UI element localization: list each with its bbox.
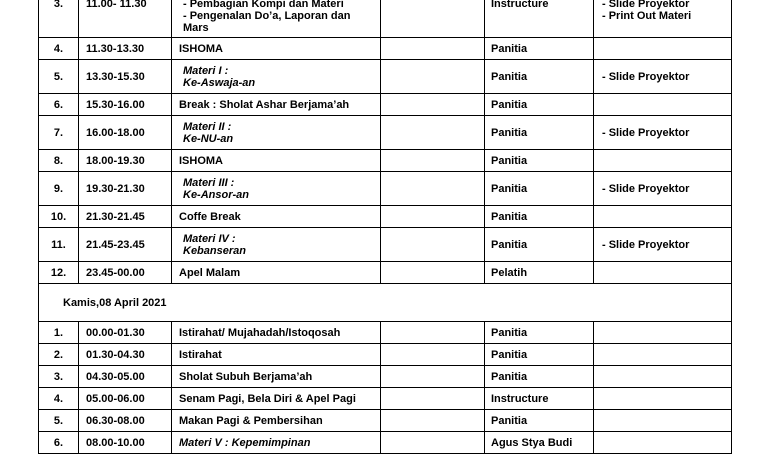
cell-line: - Slide Proyektor [602, 70, 690, 83]
pic-cell: Instructure [485, 0, 594, 38]
pic-cell: Panitia [485, 206, 594, 228]
tools-cell [594, 206, 732, 228]
table-row [39, 38, 732, 60]
time-cell: 06.30-08.00 [79, 410, 172, 432]
activity-cell [172, 0, 381, 38]
time-cell: 23.45-00.00 [79, 262, 172, 284]
tools-cell [594, 94, 732, 116]
cell-line: Materi I : [183, 64, 229, 77]
pic-cell: Panitia [485, 410, 594, 432]
tools-cell [594, 60, 732, 94]
tools-cell [594, 0, 732, 38]
empty-cell [381, 38, 485, 60]
pic-cell: Panitia [485, 322, 594, 344]
empty-cell [381, 116, 485, 150]
tools-cell [594, 38, 732, 60]
tools-cell [594, 388, 732, 410]
table-row [39, 172, 732, 206]
table-row [39, 262, 732, 284]
pic-cell: Panitia [485, 344, 594, 366]
row-number: 3. [39, 0, 79, 38]
row-number: 11. [39, 228, 79, 262]
pic-cell: Panitia [485, 116, 594, 150]
table-row [39, 322, 732, 344]
pic-cell: Panitia [485, 60, 594, 94]
empty-cell [381, 366, 485, 388]
empty-cell [381, 0, 485, 38]
row-number: 4. [39, 38, 79, 60]
row-number: 10. [39, 206, 79, 228]
row-number: 6. [39, 432, 79, 454]
table-row [39, 388, 732, 410]
row-number: 5. [39, 60, 79, 94]
row-number: 9. [39, 172, 79, 206]
tools-cell [594, 322, 732, 344]
section-row [39, 284, 732, 322]
pic-cell: Pelatih [485, 262, 594, 284]
section-title: Kamis,08 April 2021 [39, 284, 732, 322]
time-cell: 04.30-05.00 [79, 366, 172, 388]
row-number: 1. [39, 322, 79, 344]
time-cell: 18.00-19.30 [79, 150, 172, 172]
schedule-table [38, 0, 732, 454]
activity-cell [172, 60, 381, 94]
tools-cell [594, 262, 732, 284]
empty-cell [381, 150, 485, 172]
time-cell: 05.00-06.00 [79, 388, 172, 410]
row-number: 2. [39, 344, 79, 366]
time-cell: 11.00- 11.30 [79, 0, 172, 38]
tools-cell [594, 410, 732, 432]
table-row [39, 206, 732, 228]
tools-cell [594, 432, 732, 454]
cell-line: - Pengenalan Do’a, Laporan dan Mars [183, 10, 351, 34]
cell-line: Ke-Ansor-an [183, 188, 250, 201]
activity-cell: Istirahat [172, 344, 381, 366]
time-cell: 11.30-13.30 [79, 38, 172, 60]
activity-cell [172, 116, 381, 150]
pic-cell: Panitia [485, 94, 594, 116]
time-cell: 13.30-15.30 [79, 60, 172, 94]
empty-cell [381, 388, 485, 410]
activity-cell [172, 228, 381, 262]
activity-cell: Materi V : Kepemimpinan [172, 432, 381, 454]
activity-cell: Apel Malam [172, 262, 381, 284]
table-row [39, 228, 732, 262]
tools-cell [594, 344, 732, 366]
empty-cell [381, 94, 485, 116]
time-cell: 15.30-16.00 [79, 94, 172, 116]
table-row [39, 0, 732, 38]
empty-cell [381, 172, 485, 206]
time-cell: 21.30-21.45 [79, 206, 172, 228]
activity-cell: Istirahat/ Mujahadah/Istoqosah [172, 322, 381, 344]
empty-cell [381, 262, 485, 284]
activity-cell: Coffe Break [172, 206, 381, 228]
cell-line: - Slide Proyektor [602, 182, 690, 195]
pic-cell: Panitia [485, 228, 594, 262]
pic-cell: Instructure [485, 388, 594, 410]
row-number: 8. [39, 150, 79, 172]
time-cell: 01.30-04.30 [79, 344, 172, 366]
cell-line: - Slide Proyektor [602, 126, 690, 139]
activity-cell: Makan Pagi & Pembersihan [172, 410, 381, 432]
empty-cell [381, 432, 485, 454]
pic-cell: Panitia [485, 366, 594, 388]
activity-cell: Break : Sholat Ashar Berjama’ah [172, 94, 381, 116]
activity-cell [172, 172, 381, 206]
cell-line: - Slide Proyektor [602, 238, 690, 251]
time-cell: 19.30-21.30 [79, 172, 172, 206]
cell-line: Materi IV : [183, 232, 236, 245]
row-number: 6. [39, 94, 79, 116]
empty-cell [381, 344, 485, 366]
table-row [39, 432, 732, 454]
row-number: 3. [39, 366, 79, 388]
time-cell: 21.45-23.45 [79, 228, 172, 262]
pic-cell: Panitia [485, 38, 594, 60]
activity-cell: ISHOMA [172, 150, 381, 172]
tools-cell [594, 172, 732, 206]
pic-cell: Panitia [485, 172, 594, 206]
empty-cell [381, 410, 485, 432]
cell-line: Ke-Aswaja-an [183, 76, 256, 89]
row-number: 5. [39, 410, 79, 432]
table-row [39, 410, 732, 432]
time-cell: 00.00-01.30 [79, 322, 172, 344]
tools-cell [594, 366, 732, 388]
activity-cell: Sholat Subuh Berjama’ah [172, 366, 381, 388]
tools-cell [594, 116, 732, 150]
empty-cell [381, 206, 485, 228]
table-row [39, 60, 732, 94]
activity-cell: Senam Pagi, Bela Diri & Apel Pagi [172, 388, 381, 410]
empty-cell [381, 60, 485, 94]
empty-cell [381, 228, 485, 262]
cell-line: - Print Out Materi [602, 10, 692, 22]
pic-cell: Panitia [485, 150, 594, 172]
empty-cell [381, 322, 485, 344]
cell-line: Materi II : [183, 120, 232, 133]
table-row [39, 94, 732, 116]
time-cell: 16.00-18.00 [79, 116, 172, 150]
row-number: 12. [39, 262, 79, 284]
table-row [39, 150, 732, 172]
table-row [39, 344, 732, 366]
time-cell: 08.00-10.00 [79, 432, 172, 454]
tools-cell [594, 150, 732, 172]
activity-cell: ISHOMA [172, 38, 381, 60]
tools-cell [594, 228, 732, 262]
pic-cell: Agus Stya Budi [485, 432, 594, 454]
cell-line: Materi III : [183, 176, 235, 189]
table-row [39, 116, 732, 150]
row-number: 4. [39, 388, 79, 410]
cell-line: Ke-NU-an [183, 132, 234, 145]
row-number: 7. [39, 116, 79, 150]
cell-line: - Slide Proyektor [602, 0, 690, 10]
cell-line: Kebanseran [183, 244, 246, 257]
table-row [39, 366, 732, 388]
cell-line: - Pembagian Kompi dan Materi [183, 0, 344, 10]
